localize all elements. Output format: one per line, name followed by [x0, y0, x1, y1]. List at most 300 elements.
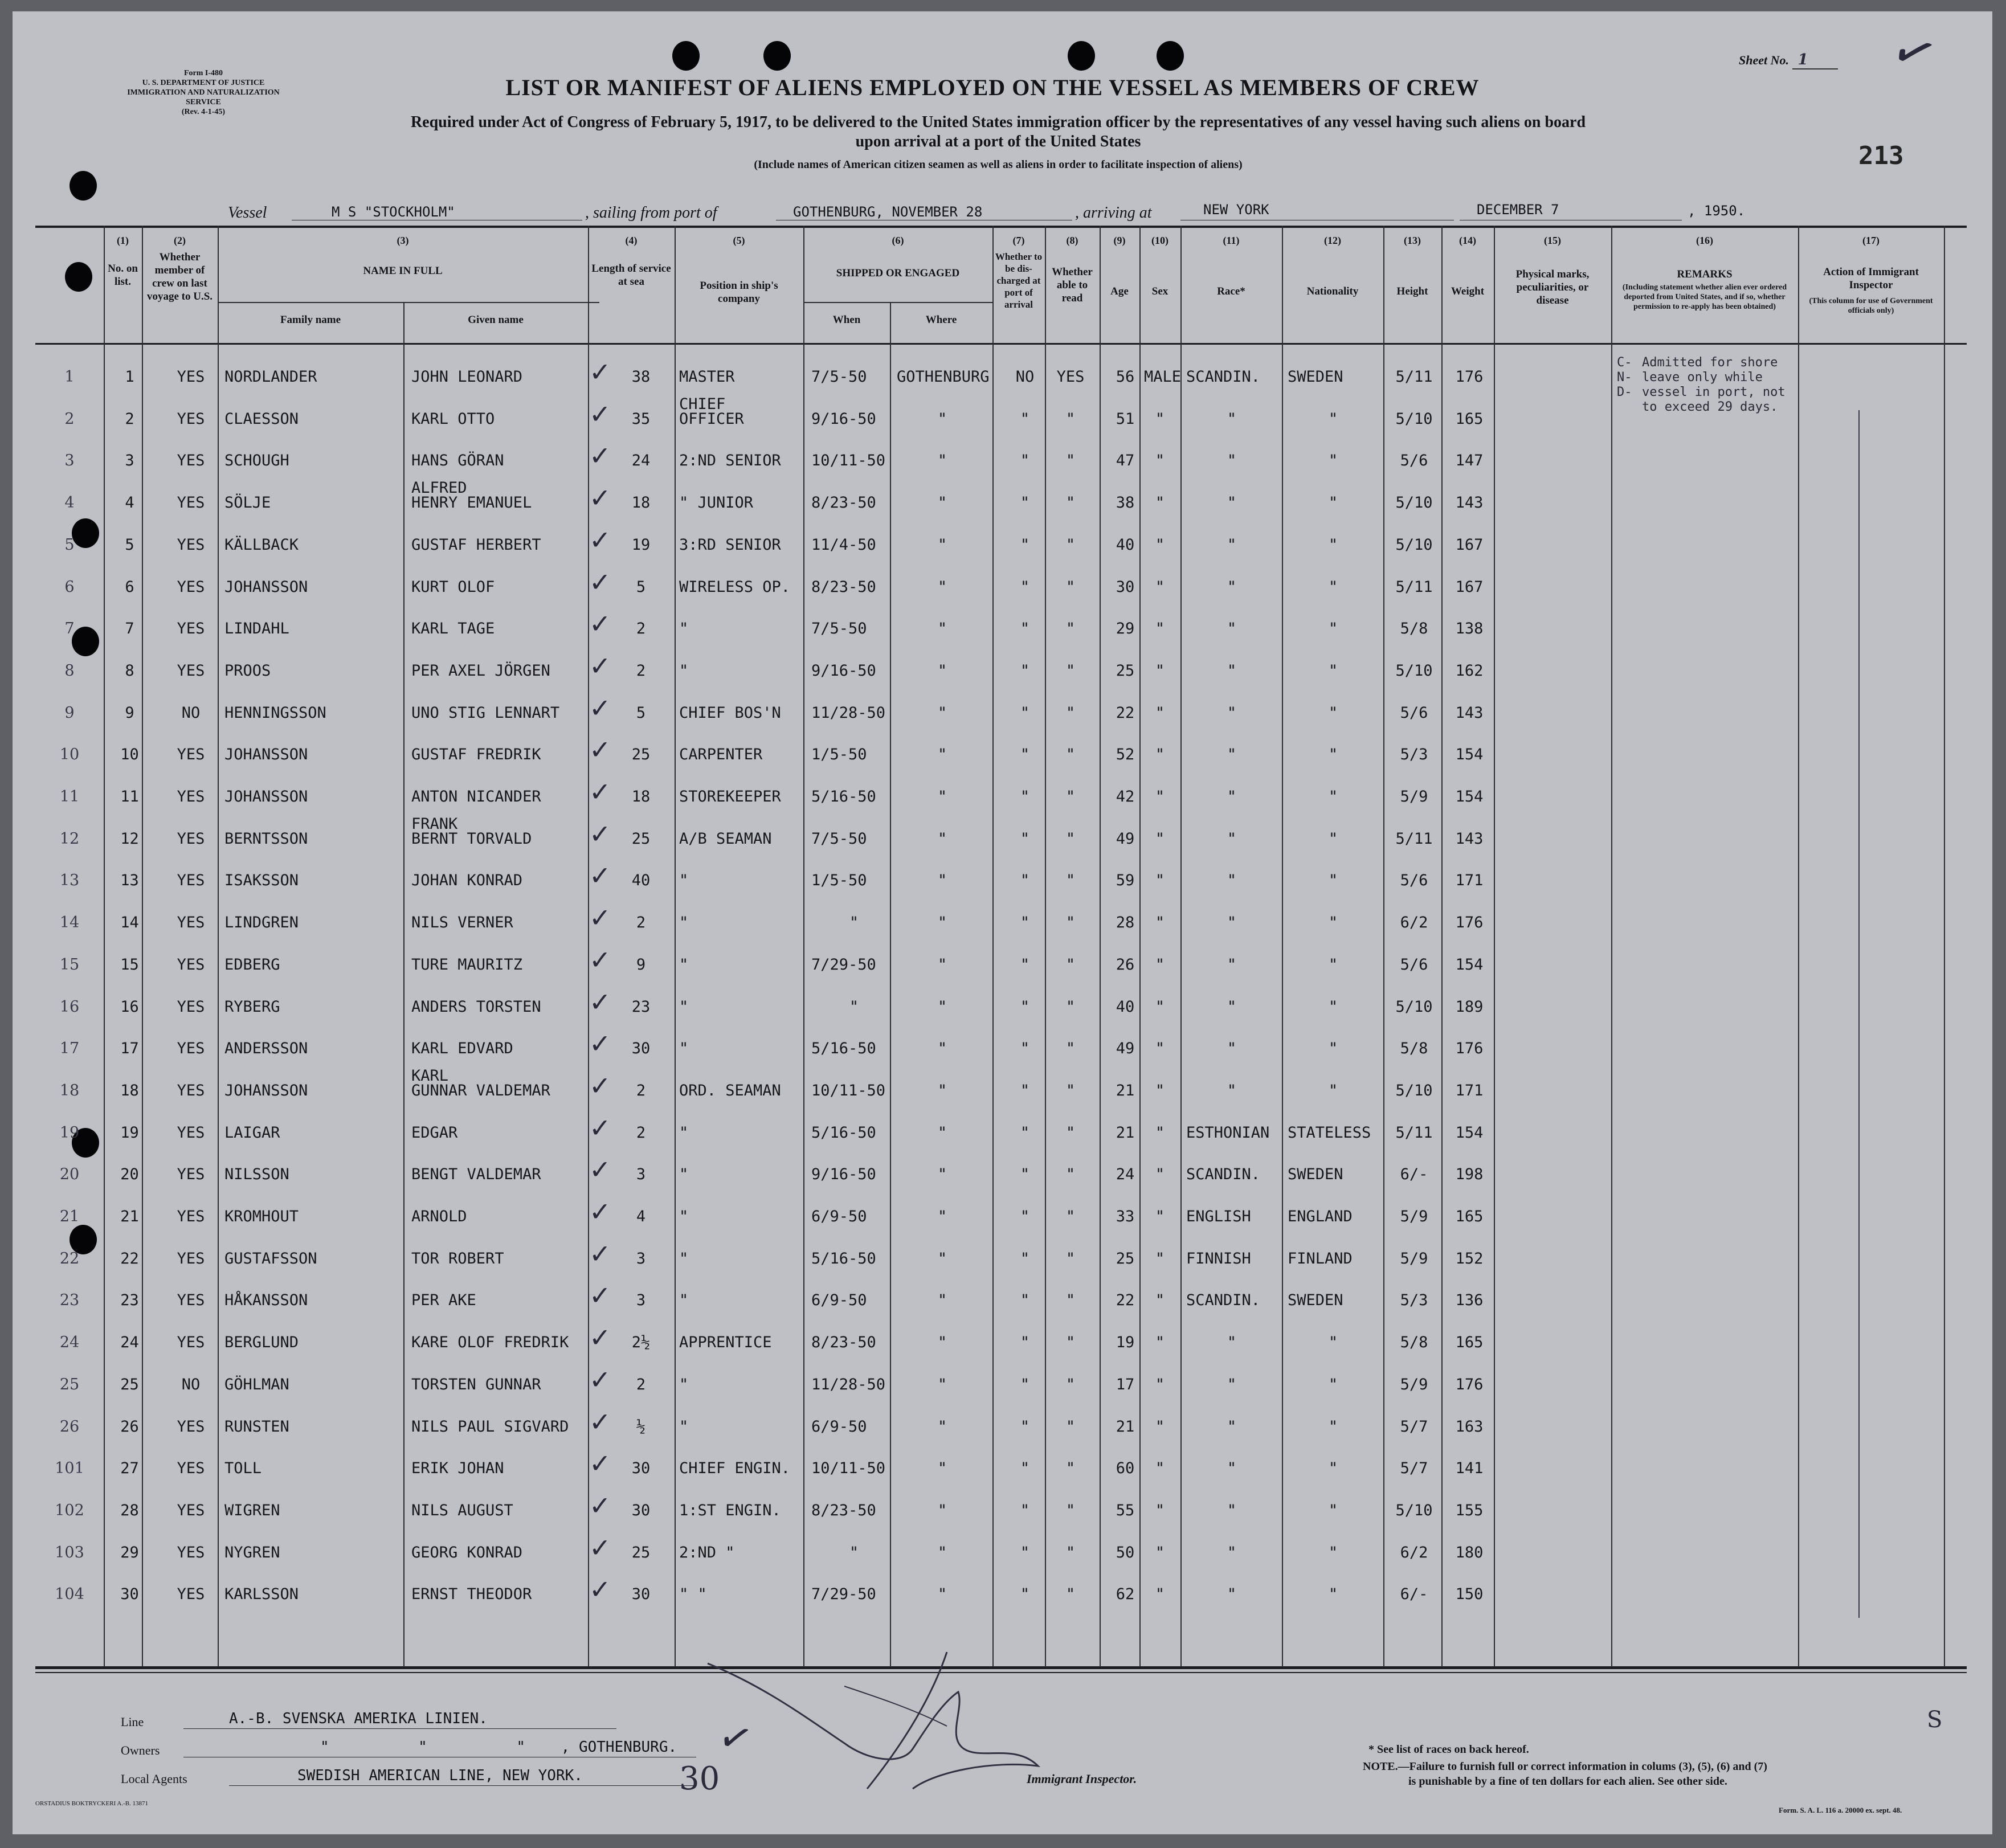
row-engaged-where: "	[937, 1417, 947, 1436]
row-height: 5/8	[1400, 1334, 1428, 1352]
row-sex: "	[1155, 1543, 1165, 1561]
row-engaged-where: "	[937, 788, 947, 806]
vessel-name: M S "STOCKHOLM"	[332, 204, 455, 220]
row-discharged: "	[1020, 829, 1030, 848]
row-check-icon: ✓	[589, 818, 611, 849]
row-previous-voyage: YES	[177, 829, 205, 848]
row-engaged-where: "	[937, 578, 947, 596]
row-engaged-when: 10/11-50	[811, 1459, 886, 1478]
table-row	[13, 1317, 1992, 1358]
row-list-number: 18	[120, 1081, 139, 1099]
row-engaged-where: "	[937, 1249, 947, 1268]
row-nationality: "	[1328, 1081, 1338, 1099]
row-family-name: HENNINGSSON	[224, 704, 326, 722]
row-given-name: JOHAN KONRAD	[411, 872, 523, 890]
row-discharged: "	[1020, 1123, 1030, 1142]
row-engaged-when: 10/11-50	[811, 1081, 886, 1099]
row-age: 21	[1116, 1123, 1135, 1142]
row-nationality: SWEDEN	[1288, 1291, 1343, 1310]
row-engaged-when: "	[849, 914, 859, 932]
row-margin-number: 10	[59, 746, 80, 764]
row-margin-number: 4	[64, 494, 75, 512]
row-list-number: 20	[120, 1166, 139, 1184]
row-position: "	[679, 1040, 689, 1058]
col6-when-header: When	[832, 314, 861, 326]
row-check-icon: ✓	[589, 1238, 611, 1269]
table-row	[13, 1233, 1992, 1274]
row-race: "	[1227, 1501, 1237, 1519]
col15-header: Physical marks, peculiarities, or disease	[1515, 268, 1590, 306]
row-race: "	[1227, 788, 1237, 806]
col13-number: (13)	[1404, 235, 1421, 246]
row-discharged: "	[1020, 955, 1030, 974]
row-position: "	[679, 914, 689, 932]
col16-header: REMARKS	[1677, 268, 1733, 280]
row-position: "	[679, 1249, 689, 1268]
row-engaged-when: 5/16-50	[811, 1249, 876, 1268]
row-service-length: 18	[631, 494, 651, 512]
row-family-name: EDBERG	[224, 955, 280, 974]
row-age: 28	[1116, 914, 1135, 932]
row-race: "	[1227, 1417, 1237, 1436]
row-able-to-read: "	[1065, 1585, 1076, 1604]
row-list-number: 25	[120, 1375, 139, 1393]
row-engaged-when: 7/29-50	[811, 955, 876, 974]
row-sex: "	[1155, 1291, 1165, 1310]
row-service-length: 38	[631, 368, 651, 386]
row-engaged-where: "	[937, 620, 947, 638]
row-sex: "	[1155, 535, 1165, 554]
row-position: "	[679, 661, 689, 680]
row-given-name: GUSTAF HERBERT	[411, 535, 541, 554]
row-age: 17	[1116, 1375, 1135, 1393]
row-check-icon: ✓	[589, 902, 611, 934]
col1-header: No. on list.	[108, 263, 138, 288]
row-list-number: 10	[120, 746, 139, 764]
row-list-number: 16	[120, 997, 139, 1016]
row-nationality: "	[1328, 661, 1338, 680]
table-row	[13, 1023, 1992, 1064]
row-margin-number: 9	[64, 704, 75, 722]
row-nationality: SWEDEN	[1288, 368, 1343, 386]
row-race: "	[1227, 746, 1237, 764]
row-able-to-read: "	[1065, 788, 1076, 806]
row-nationality: "	[1328, 955, 1338, 974]
col9-header: Age	[1110, 285, 1129, 297]
remarks-letters: C- N- D-	[1617, 355, 1632, 399]
row-weight: 165	[1455, 1334, 1484, 1352]
row-position: 2:ND SENIOR	[679, 452, 781, 470]
row-height: 5/3	[1400, 1291, 1428, 1310]
col2-number: (2)	[174, 235, 186, 246]
punch-hole-top-1	[672, 41, 700, 71]
col12-header: Nationality	[1306, 285, 1359, 297]
row-age: 50	[1116, 1543, 1135, 1561]
row-nationality: "	[1328, 788, 1338, 806]
row-race: "	[1227, 914, 1237, 932]
row-previous-voyage: YES	[177, 1334, 205, 1352]
row-discharged: "	[1020, 1249, 1030, 1268]
row-sex: "	[1155, 829, 1165, 848]
row-sex: "	[1155, 452, 1165, 470]
row-able-to-read: "	[1065, 1081, 1076, 1099]
row-weight: 154	[1455, 1123, 1484, 1142]
row-height: 5/6	[1400, 872, 1428, 890]
row-list-number: 28	[120, 1501, 139, 1519]
row-margin-number: 26	[59, 1417, 80, 1436]
row-discharged: "	[1020, 1081, 1030, 1099]
row-given-name: KARL TAGE	[411, 620, 495, 638]
row-nationality: SWEDEN	[1288, 1166, 1343, 1184]
row-previous-voyage: YES	[177, 955, 205, 974]
row-nationality: ENGLAND	[1288, 1208, 1353, 1225]
row-nationality: STATELESS	[1288, 1123, 1371, 1142]
row-nationality: "	[1328, 410, 1338, 428]
row-position: "	[679, 1208, 689, 1225]
row-previous-voyage: YES	[177, 1040, 205, 1058]
row-list-number: 15	[120, 955, 139, 974]
row-sex: "	[1155, 704, 1165, 722]
row-nationality: "	[1328, 1543, 1338, 1561]
row-margin-number: 22	[59, 1249, 80, 1268]
row-service-length: 35	[631, 410, 651, 428]
row-family-name: JOHANSSON	[224, 746, 308, 764]
row-family-name: RUNSTEN	[224, 1417, 289, 1436]
row-margin-number: 19	[59, 1123, 80, 1142]
row-service-length: 2½	[631, 1334, 651, 1352]
row-race: "	[1227, 829, 1237, 848]
row-given-name: KARL EDVARD	[411, 1040, 513, 1058]
row-family-name: JOHANSSON	[224, 1081, 308, 1099]
row-previous-voyage: YES	[177, 410, 205, 428]
row-given-name: ERIK JOHAN	[411, 1459, 504, 1478]
col5-number: (5)	[733, 235, 745, 246]
row-previous-voyage: YES	[177, 788, 205, 806]
row-previous-voyage: YES	[177, 1291, 205, 1310]
table-row	[13, 561, 1992, 603]
row-previous-voyage: YES	[177, 997, 205, 1016]
row-weight: 171	[1455, 1081, 1484, 1099]
row-margin-number: 11	[59, 788, 80, 806]
row-check-icon: ✓	[589, 1448, 611, 1479]
vessel-label: Vessel	[228, 204, 267, 222]
races-note: * See list of races on back hereof.	[1368, 1743, 1529, 1756]
row-given-name: GUSTAF FREDRIK	[411, 746, 541, 764]
row-previous-voyage: YES	[177, 1417, 205, 1436]
row-engaged-where: GOTHENBURG	[897, 368, 990, 386]
voyage-line	[13, 193, 1992, 222]
row-service-length: 2	[636, 1123, 646, 1142]
row-position: "	[679, 1291, 689, 1310]
row-service-length: 30	[631, 1501, 651, 1519]
row-engaged-when: 8/23-50	[811, 1501, 876, 1519]
row-previous-voyage: YES	[177, 1208, 205, 1225]
row-position: CARPENTER	[679, 746, 763, 764]
row-list-number: 2	[125, 410, 134, 428]
row-age: 30	[1116, 578, 1135, 596]
col15-number: (15)	[1544, 235, 1561, 246]
row-engaged-where: "	[937, 1166, 947, 1184]
col17-note: (This column for use of Government officials only)	[1809, 297, 1933, 315]
row-weight: 143	[1455, 494, 1484, 512]
row-margin-number: 12	[59, 829, 80, 848]
table-row	[13, 771, 1992, 812]
row-engaged-when: 11/4-50	[811, 535, 876, 554]
row-height: 5/6	[1400, 452, 1428, 470]
col14-header: Weight	[1451, 285, 1485, 297]
row-nationality: FINLAND	[1288, 1249, 1353, 1268]
row-sex: "	[1155, 746, 1165, 764]
row-age: 25	[1116, 661, 1135, 680]
row-able-to-read: "	[1065, 1375, 1076, 1393]
row-list-number: 27	[120, 1459, 139, 1478]
row-weight: 176	[1455, 1375, 1484, 1393]
row-given-name: EDGAR	[411, 1123, 458, 1142]
row-discharged: "	[1020, 1375, 1030, 1393]
row-sex: "	[1155, 620, 1165, 638]
row-service-length: 9	[636, 955, 646, 974]
row-check-icon: ✓	[589, 440, 611, 472]
row-engaged-when: 7/5-50	[811, 829, 867, 848]
row-family-name: HÅKANSSON	[224, 1291, 308, 1310]
row-sex: "	[1155, 1375, 1165, 1393]
row-list-number: 23	[120, 1291, 139, 1310]
row-discharged: "	[1020, 1459, 1030, 1478]
row-margin-number: 102	[55, 1501, 84, 1519]
row-service-length: 5	[636, 704, 646, 722]
row-weight: 163	[1455, 1417, 1484, 1436]
row-race: "	[1227, 704, 1237, 722]
row-age: 33	[1116, 1208, 1135, 1225]
line-value: A.-B. SVENSKA AMERIKA LINIEN.	[229, 1710, 488, 1727]
table-row	[13, 687, 1992, 729]
col10-header: Sex	[1151, 285, 1169, 297]
row-engaged-where: "	[937, 1585, 947, 1604]
row-height: 5/3	[1400, 746, 1428, 764]
row-height: 6/2	[1400, 914, 1428, 932]
col17-number: (17)	[1862, 235, 1880, 246]
col17-header: Action of Immigrant Inspector	[1823, 266, 1919, 291]
row-able-to-read: "	[1065, 872, 1076, 890]
row-margin-number: 5	[64, 535, 75, 554]
table-row	[13, 897, 1992, 938]
row-engaged-where: "	[937, 494, 947, 512]
form-code: Form. S. A. L. 116 a. 20000 ex. sept. 48.	[1779, 1806, 1902, 1814]
row-given-name: TORSTEN GUNNAR	[411, 1375, 541, 1393]
row-engaged-where: "	[937, 1459, 947, 1478]
row-check-icon: ✓	[589, 860, 611, 892]
col8-number: (8)	[1066, 235, 1078, 246]
row-sex: "	[1155, 1249, 1165, 1268]
row-family-name: JOHANSSON	[224, 578, 308, 596]
row-list-number: 4	[125, 494, 134, 512]
row-given-name-line1: KARL	[411, 1066, 449, 1085]
row-race: ESTHONIAN	[1186, 1123, 1270, 1142]
row-weight: 150	[1455, 1585, 1484, 1604]
row-position: 1:ST ENGIN.	[679, 1501, 781, 1519]
row-age: 51	[1116, 410, 1135, 428]
row-engaged-where: "	[937, 997, 947, 1016]
row-race: "	[1227, 578, 1237, 596]
row-service-length: 3	[636, 1249, 646, 1268]
row-able-to-read: "	[1065, 1123, 1076, 1142]
table-row	[13, 1359, 1992, 1400]
row-position: CHIEF BOS'N	[679, 704, 781, 722]
col11-header: Race*	[1217, 285, 1245, 297]
row-height: 5/11	[1395, 368, 1433, 386]
row-previous-voyage: YES	[177, 368, 205, 386]
row-list-number: 13	[120, 872, 139, 890]
form-service: IMMIGRATION AND NATURALIZATION SERVICE	[127, 88, 280, 107]
punch-hole-side-2	[65, 262, 92, 292]
row-nationality: "	[1328, 578, 1338, 596]
row-height: 5/9	[1400, 1375, 1428, 1393]
row-service-length: 2	[636, 620, 646, 638]
row-previous-voyage: YES	[177, 872, 205, 890]
col16-note: (Including statement whether alien ever ordered deported from United States, and if so, whether permission to re-apply has been obtained)	[1622, 283, 1787, 311]
row-given-name: NILS PAUL SIGVARD	[411, 1417, 569, 1436]
row-discharged: "	[1020, 704, 1030, 722]
row-weight: 189	[1455, 997, 1484, 1016]
row-weight: 143	[1455, 704, 1484, 722]
table-row	[13, 1485, 1992, 1526]
row-engaged-where: "	[937, 1040, 947, 1058]
row-nationality: "	[1328, 1040, 1338, 1058]
row-age: 40	[1116, 997, 1135, 1016]
row-service-length: 5	[636, 578, 646, 596]
row-able-to-read: "	[1065, 1501, 1076, 1519]
row-age: 55	[1116, 1501, 1135, 1519]
row-able-to-read: "	[1065, 955, 1076, 974]
row-engaged-when: 11/28-50	[811, 1375, 886, 1393]
row-previous-voyage: YES	[177, 1081, 205, 1099]
row-engaged-where: "	[937, 1123, 947, 1142]
row-able-to-read: "	[1065, 746, 1076, 764]
row-weight: 138	[1455, 620, 1484, 638]
row-discharged: "	[1020, 872, 1030, 890]
row-margin-number: 101	[55, 1459, 84, 1478]
row-service-length: 23	[631, 997, 651, 1016]
row-weight: 154	[1455, 746, 1484, 764]
arrival-port: NEW YORK	[1203, 202, 1269, 218]
table-row	[13, 1401, 1992, 1442]
row-able-to-read: "	[1065, 578, 1076, 596]
row-margin-number: 1	[64, 368, 75, 386]
row-position: "	[679, 872, 689, 890]
row-discharged: "	[1020, 1291, 1030, 1310]
row-margin-number: 104	[55, 1585, 84, 1604]
row-discharged: "	[1020, 410, 1030, 428]
row-age: 29	[1116, 620, 1135, 638]
row-check-icon: ✓	[589, 524, 611, 555]
row-engaged-when: 11/28-50	[811, 704, 886, 722]
row-able-to-read: "	[1065, 661, 1076, 680]
sheet-number-value: 1	[1792, 51, 1838, 69]
row-able-to-read: "	[1065, 494, 1076, 512]
row-age: 22	[1116, 704, 1135, 722]
row-engaged-where: "	[937, 535, 947, 554]
row-margin-number: 14	[59, 914, 80, 932]
row-height: 5/10	[1395, 1081, 1433, 1099]
row-family-name: ISAKSSON	[224, 872, 299, 890]
row-previous-voyage: YES	[177, 494, 205, 512]
arrival-date: DECEMBER 7	[1477, 202, 1559, 218]
row-position-line1: CHIEF	[679, 395, 726, 413]
row-position: " "	[679, 1585, 707, 1604]
row-nationality: "	[1328, 829, 1338, 848]
row-previous-voyage: YES	[177, 1543, 205, 1561]
row-given-name: KURT OLOF	[411, 578, 495, 596]
col3-number: (3)	[397, 235, 409, 246]
table-row	[13, 813, 1992, 855]
table-row	[13, 351, 1992, 393]
row-able-to-read: "	[1065, 997, 1076, 1016]
row-age: 42	[1116, 788, 1135, 806]
row-height: 5/11	[1395, 829, 1433, 848]
col7-number: (7)	[1012, 235, 1025, 246]
agents-label: Local Agents	[121, 1772, 187, 1786]
row-position: "	[679, 997, 689, 1016]
col13-header: Height	[1396, 285, 1428, 297]
col4-header: Length of service at sea	[591, 263, 671, 288]
row-age: 22	[1116, 1291, 1135, 1310]
row-weight: 147	[1455, 452, 1484, 470]
row-margin-number: 103	[55, 1543, 84, 1561]
remarks-note: Admitted for shore leave only while vessel in port, not to exceed 29 days.	[1642, 355, 1786, 414]
row-race: "	[1227, 872, 1237, 890]
row-position: CHIEF ENGIN.	[679, 1459, 791, 1478]
row-height: 5/7	[1400, 1417, 1428, 1436]
row-check-icon: ✓	[589, 650, 611, 681]
row-previous-voyage: YES	[177, 535, 205, 554]
row-engaged-when: 5/16-50	[811, 1040, 876, 1058]
row-engaged-when: 6/9-50	[811, 1291, 867, 1310]
row-nationality: "	[1328, 1417, 1338, 1436]
agents-value: SWEDISH AMERICAN LINE, NEW YORK.	[297, 1767, 583, 1784]
row-service-length: 25	[631, 829, 651, 848]
row-nationality: "	[1328, 620, 1338, 638]
row-margin-number: 13	[59, 872, 80, 890]
row-check-icon: ✓	[589, 1322, 611, 1354]
row-service-length: 2	[636, 1375, 646, 1393]
table-row	[13, 1148, 1992, 1190]
row-list-number: 17	[120, 1040, 139, 1058]
row-family-name: WIGREN	[224, 1501, 280, 1519]
row-given-name: ANDERS TORSTEN	[411, 997, 541, 1016]
table-row	[13, 1274, 1992, 1316]
arrival-year: , 1950.	[1688, 203, 1746, 219]
row-check-icon: ✓	[589, 566, 611, 598]
row-family-name: JOHANSSON	[224, 788, 308, 806]
row-margin-number: 17	[59, 1040, 80, 1058]
row-previous-voyage: YES	[177, 1166, 205, 1184]
row-height: 5/10	[1395, 1501, 1433, 1519]
row-engaged-where: "	[937, 452, 947, 470]
table-row	[13, 435, 1992, 476]
manifest-sheet	[13, 11, 1992, 1834]
table-row	[13, 729, 1992, 770]
row-family-name: NILSSON	[224, 1166, 289, 1184]
row-sex: "	[1155, 1208, 1165, 1225]
row-position: "	[679, 1166, 689, 1184]
row-list-number: 6	[125, 578, 134, 596]
printer-mark: ORSTADIUS BOKTRYCKERI A.-B. 13871	[35, 1800, 149, 1807]
row-service-length: 3	[636, 1291, 646, 1310]
row-list-number: 7	[125, 620, 134, 638]
row-nationality: "	[1328, 1334, 1338, 1352]
row-list-number: 26	[120, 1417, 139, 1436]
row-nationality: "	[1328, 746, 1338, 764]
